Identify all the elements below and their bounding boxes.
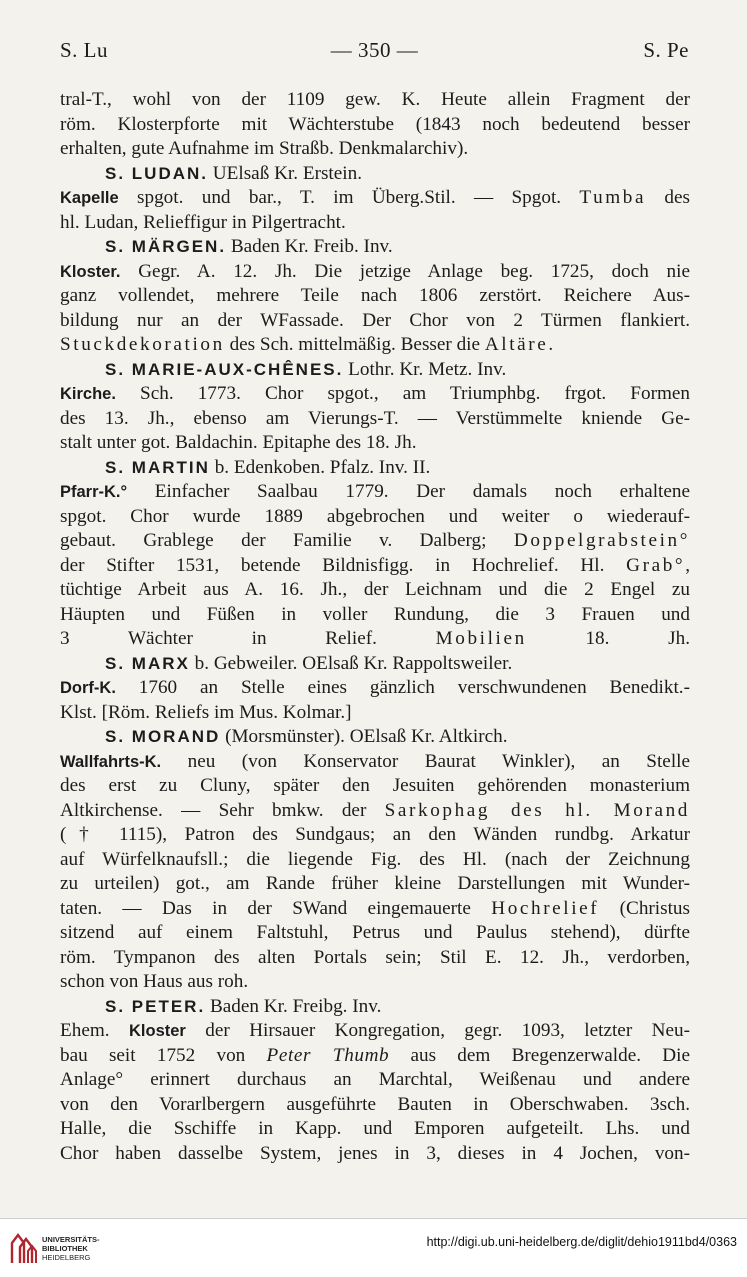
text-line (60, 284, 690, 309)
text-segment: gebaut. Grablege der Familie v. Dalberg; (60, 530, 514, 551)
text-segment: des (646, 187, 690, 208)
text-segment: Klst. [Röm. Reliefs im Mus. Kolmar.] (60, 701, 352, 723)
text-line (60, 774, 690, 799)
text-line (60, 113, 690, 138)
text-line (60, 260, 690, 285)
text-line (60, 505, 690, 530)
text-segment: Einfacher Saalbau 1779. Der damals noch erhaltene (127, 481, 690, 502)
header-right: S. Pe (643, 38, 689, 62)
entry-heading-line (60, 235, 690, 260)
text-line (60, 1044, 690, 1069)
entry-heading-line (60, 652, 690, 677)
page-number: — 350 — (330, 38, 419, 62)
entry-heading: S. MARIE-AUX-CHÊNES. (105, 359, 344, 379)
text-line (60, 897, 690, 922)
entry-heading: S. PETER. (105, 996, 206, 1016)
text-segment: , (685, 554, 690, 576)
running-header (60, 38, 689, 68)
entry-heading-line (60, 162, 690, 187)
text-segment: . (548, 334, 554, 355)
entry-heading: S. MÄRGEN. (105, 237, 227, 256)
text-line (60, 750, 690, 775)
text-segment: Stuckdekoration (60, 334, 225, 355)
text-segment: des Sch. mittelmäßig. Besser die (224, 334, 485, 355)
entry-heading: S. MARTIN (105, 457, 210, 477)
text-segment: (Christus (599, 897, 690, 919)
text-segment: zu urteilen) got., am Rande früher kleine Darstellungen mit Wunder- (60, 873, 690, 894)
entry-heading-line (60, 725, 690, 750)
text-segment: Mobilien (435, 628, 527, 649)
text-segment: röm. Klosterpforte mit Wächterstube (1843 noch bedeutend besser (60, 113, 690, 135)
text-segment: Baden Kr. Freib. Inv. (226, 236, 393, 257)
text-segment: Hochrelief (491, 897, 600, 919)
text-line (60, 676, 690, 701)
text-segment: Baden Kr. Freibg. Inv. (205, 995, 382, 1017)
text-line (60, 529, 690, 554)
text-line (60, 1068, 690, 1093)
text-segment: röm. Tympanon des alten Portals sein; Stil E. 12. Jh., verdorben, (60, 946, 690, 968)
text-segment: Peter Thumb (266, 1044, 390, 1066)
text-line (60, 946, 690, 971)
text-segment: b. Gebweiler. OElsaß Kr. Rappoltsweiler. (189, 652, 513, 674)
text-line (60, 701, 690, 726)
text-segment: spgot. und bar., T. im Überg.Stil. — Spgot. (118, 187, 580, 208)
text-segment: UElsaß Kr. Erstein. (208, 162, 363, 184)
text-line (60, 309, 690, 334)
text-segment: Anlage° erinnert durchaus an Marchtal, Weißenau und andere (60, 1069, 690, 1090)
text-segment: der Hirsauer Kongregation, gegr. 1093, letzter Neu- (185, 1020, 690, 1041)
entry-heading: S. MARX (105, 653, 190, 673)
text-segment: 3 Wächter in Relief. (60, 628, 436, 649)
text-line (60, 872, 690, 897)
text-segment: der Stifter 1531, betende Bildnisfigg. in Hochrelief. Hl. (60, 554, 627, 576)
text-segment: des 13. Jh., ebenso am Vierungs-T. — Verstümmelte kniende Ge- (60, 407, 690, 429)
text-segment: taten. — Das in der SWand eingemauerte (60, 897, 492, 919)
text-segment: von den Vorarlbergern ausgeführte Bauten in Oberschwaben. 3sch. (60, 1093, 690, 1115)
text-segment: Ehem. (60, 1020, 129, 1041)
text-segment: Chor haben dasselbe System, jenes in 3, dieses in 4 Jochen, von- (60, 1142, 690, 1164)
text-line (60, 1019, 690, 1044)
document-body (60, 88, 690, 1166)
text-line (60, 1093, 690, 1118)
text-segment: b. Edenkoben. Pfalz. Inv. II. (209, 456, 431, 478)
text-line (60, 88, 690, 113)
library-name: UNIVERSITÄTS- BIBLIOTHEK HEIDELBERG (42, 1235, 100, 1262)
source-url-link[interactable]: http://digi.ub.uni-heidelberg.de/diglit/dehio1911bd4/0363 (426, 1235, 737, 1249)
text-segment: stalt unter got. Baldachin. Epitaphe des 18. Jh. (60, 432, 417, 453)
text-segment: tral-T., wohl von der 1109 gew. K. Heute allein Fragment der (60, 89, 690, 110)
text-segment: Häupten und Füßen in voller Rundung, die 3 Frauen und (60, 603, 690, 625)
entry-heading-line (60, 358, 690, 383)
text-segment: Sarkophag des hl. Morand (384, 799, 690, 821)
building-type: Kloster (128, 1022, 186, 1040)
text-segment: bau seit 1752 von (60, 1044, 267, 1066)
text-segment: des erst zu Cluny, später den Jesuiten gehörenden monasterium (60, 775, 690, 796)
text-segment: Doppelgrabstein° (513, 530, 690, 551)
text-segment: auf Würfelknaufsll.; die liegende Fig. des Hl. (nach der Zeichnung (60, 848, 690, 870)
text-line (60, 480, 690, 505)
building-type: Wallfahrts-K. (60, 752, 162, 771)
header-left: S. Lu (60, 38, 109, 62)
library-logo-icon (8, 1231, 38, 1265)
text-segment: Halle, die Sschiffe in Kapp. und Emporen aufgeteilt. Lhs. und (60, 1118, 690, 1139)
text-segment: († 1115), Patron des Sundgaus; an den Wänden rundbg. Arkatur (60, 824, 690, 845)
text-segment: 1760 an Stelle eines gänzlich verschwundenen Benedikt.- (115, 677, 690, 698)
entry-heading: S. MORAND (105, 727, 221, 746)
text-segment: Altäre (484, 334, 549, 355)
text-segment: (Morsmünster). OElsaß Kr. Altkirch. (220, 726, 508, 747)
footer-bar (0, 1218, 747, 1277)
text-segment: sitzend auf einem Faltstuhl, Petrus und Paulus stehend), dürfte (60, 922, 690, 943)
text-line (60, 848, 690, 873)
text-segment: bildung nur an der WFassade. Der Chor von 2 Türmen flankiert. (60, 309, 690, 331)
text-segment: 18. Jh. (526, 628, 690, 649)
entry-heading-line (60, 995, 690, 1020)
text-segment: schon von Haus aus roh. (60, 971, 249, 992)
text-line (60, 799, 690, 824)
text-segment: Tumba (579, 187, 647, 208)
text-line (60, 603, 690, 628)
text-segment: Altkirchense. — Sehr bmkw. der (60, 799, 385, 821)
text-segment: ganz vollendet, mehrere Teile nach 1806 zerstört. Reichere Aus- (60, 285, 690, 306)
building-type: Dorf-K. (60, 679, 116, 697)
text-segment: aus dem Bregenzerwalde. Die (389, 1044, 690, 1066)
text-line (60, 186, 690, 211)
text-segment: Gegr. A. 12. Jh. Die jetzige Anlage beg. 1725, doch nie (120, 260, 690, 282)
text-segment: neu (von Konservator Baurat Winkler), an Stelle (161, 750, 690, 772)
text-segment: hl. Ludan, Relieffigur in Pilgertracht. (60, 211, 346, 233)
text-line (60, 333, 690, 358)
text-line (60, 921, 690, 946)
building-type: Kloster. (60, 262, 121, 281)
entry-heading-line (60, 456, 690, 481)
text-line (60, 137, 690, 162)
text-line (60, 823, 690, 848)
text-line (60, 1142, 690, 1167)
building-type: Kapelle (60, 189, 119, 207)
text-line (60, 970, 690, 995)
text-line (60, 211, 690, 236)
text-line (60, 1117, 690, 1142)
text-line (60, 407, 690, 432)
text-segment: Grab° (626, 554, 686, 576)
text-segment: tüchtige Arbeit aus A. 16. Jh., der Leichnam und die 2 Engel zu (60, 579, 690, 600)
text-line (60, 431, 690, 456)
text-line (60, 554, 690, 579)
entry-heading: S. LUDAN. (105, 163, 208, 183)
text-line (60, 382, 690, 407)
text-segment: Lothr. Kr. Metz. Inv. (343, 358, 507, 380)
text-line (60, 627, 690, 652)
text-line (60, 578, 690, 603)
building-type: Kirche. (60, 385, 116, 403)
text-segment: erhalten, gute Aufnahme im Straßb. Denkmalarchiv). (60, 138, 469, 159)
building-type: Pfarr-K.° (60, 483, 128, 501)
text-segment: Sch. 1773. Chor spgot., am Triumphbg. frgot. Formen (115, 383, 690, 404)
text-segment: spgot. Chor wurde 1889 abgebrochen und weiter o wiederauf- (60, 505, 690, 527)
